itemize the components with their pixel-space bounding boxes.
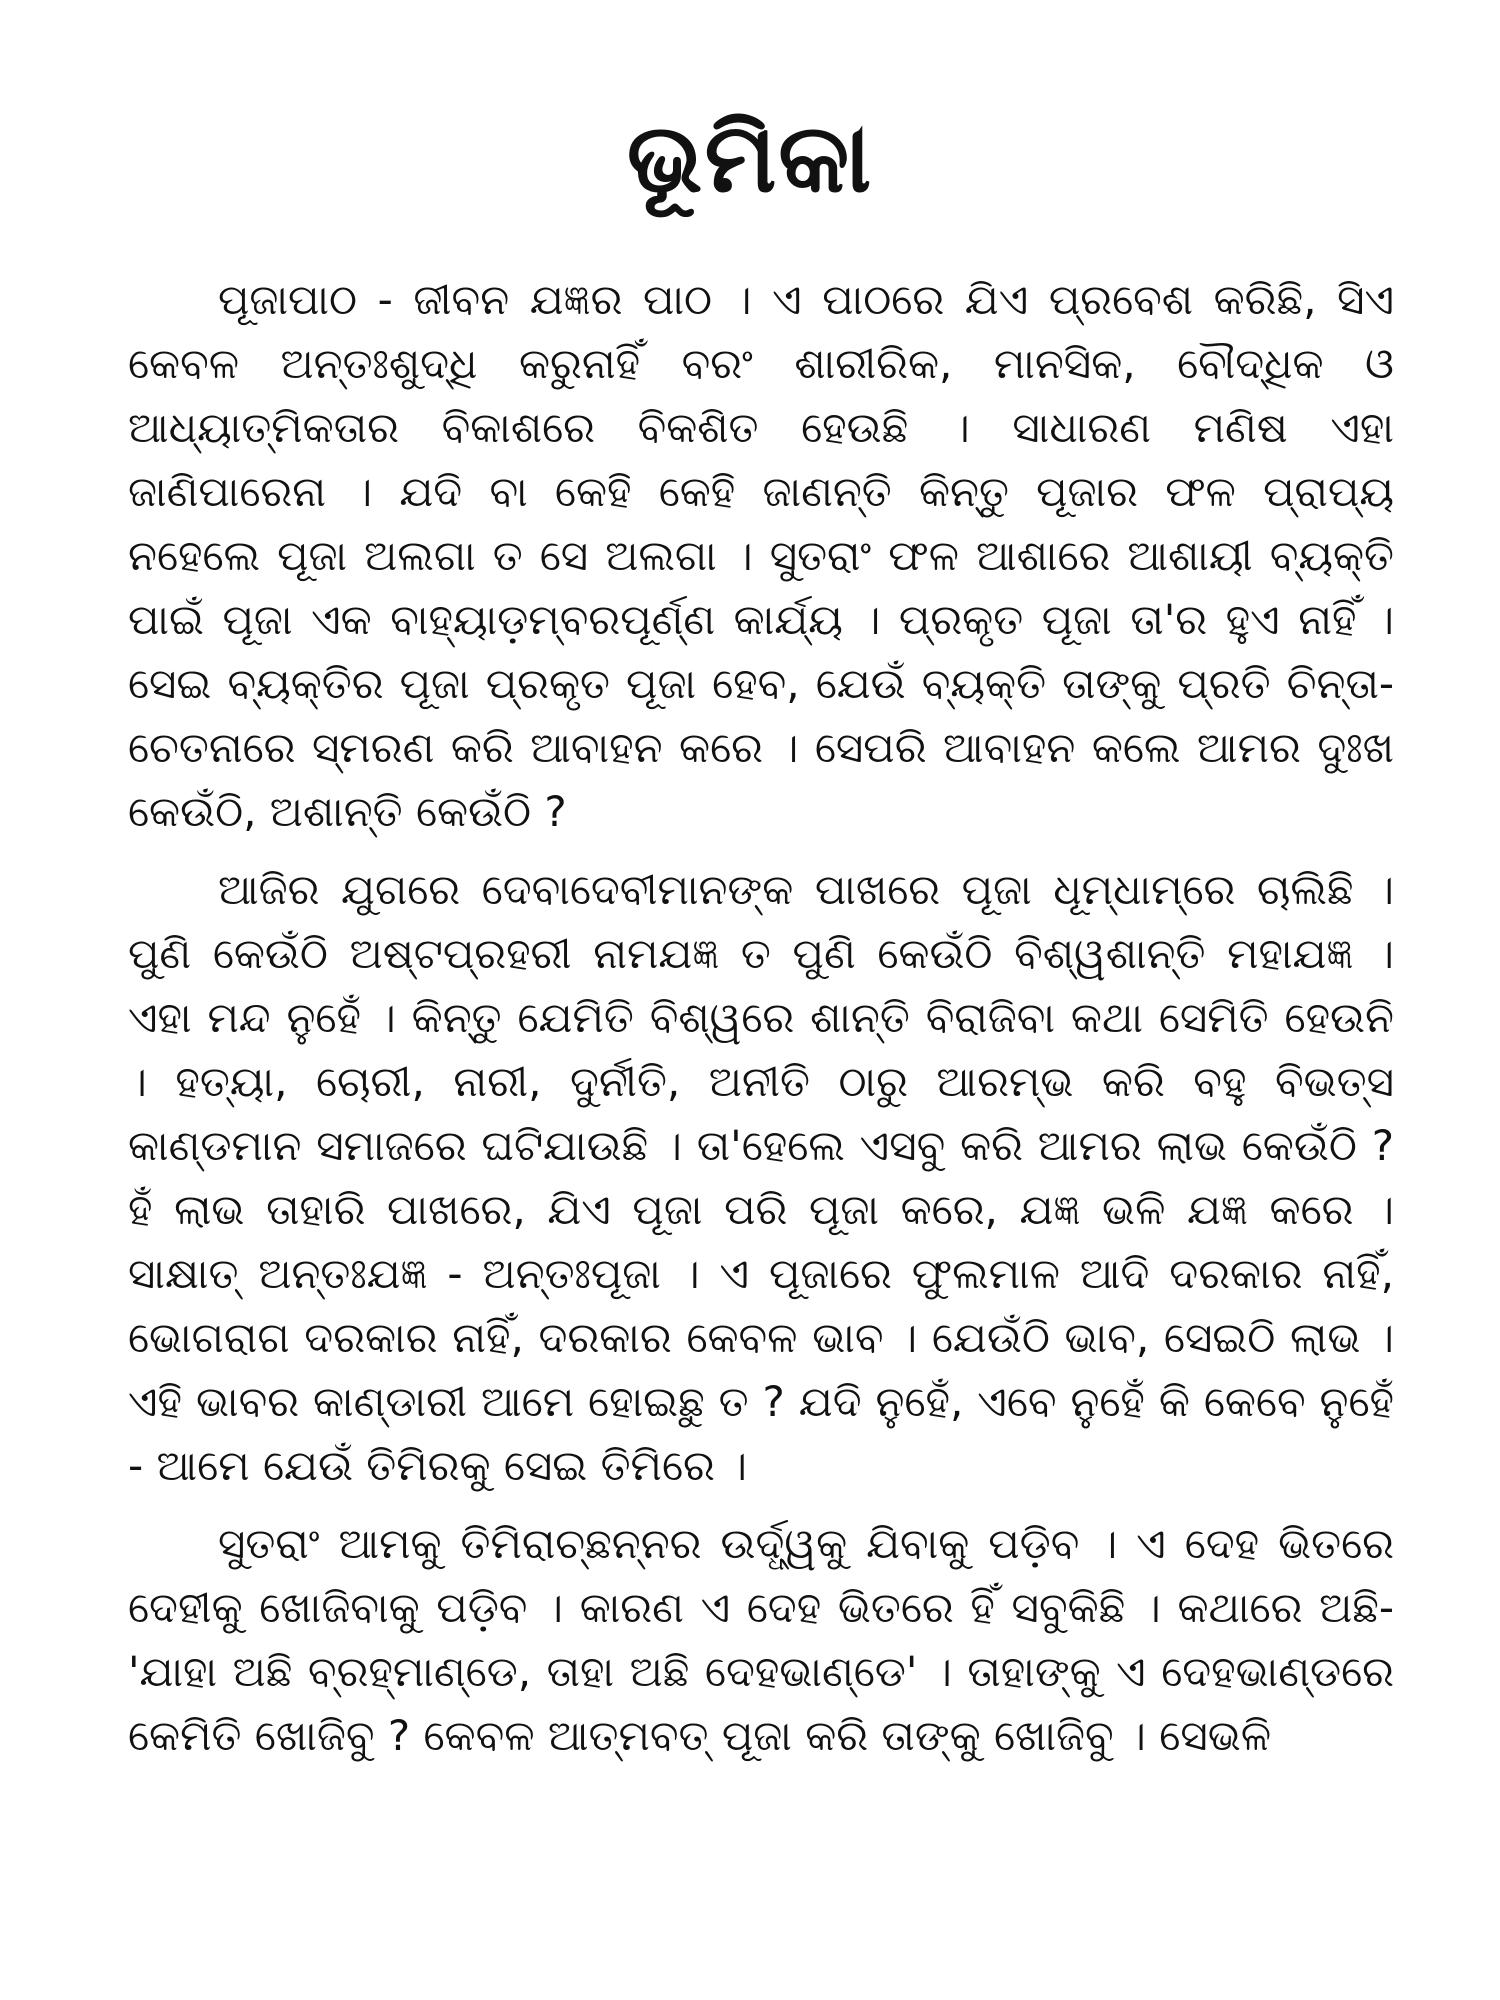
paragraph-2: ଆଜିର ଯୁଗରେ ଦେବାଦେବୀମାନଙ୍କ ପାଖରେ ପୂଜା ଧୂମ୍‌ଧାମ୍‌ରେ ଚାଲିଛି । ପୁଣି କେଉଁଠି ଅଷ୍ଟପ୍ରହରୀ ନାମଯଜ୍ଞ ତ ପୁଣି କେଉଁଠି ବିଶ୍ୱଶାନ୍ତି ମହାଯଜ୍ଞ । ଏହା ମନ୍ଦ ନୁହେଁ । କିନ୍ତୁ ଯେମିତି ବିଶ୍ୱରେ ଶାନ୍ତି ବିରାଜିବା କଥା ସେମିତି ହେଉନି । ହତ୍ୟା, ଚୋରୀ, ନାରୀ, ଦୁର୍ନୀତି, ଅନୀତି ଠାରୁ ଆରମ୍ଭ କରି ବହୁ ବିଭତ୍ସ କାଣ୍ଡମାନ ସମାଜରେ ଘଟିଯାଉଛି । ତା'ହେଲେ ଏସବୁ କରି ଆମର ଲାଭ କେଉଁଠି ? ହଁ ଲାଭ ତାହାରି ପାଖରେ, ଯିଏ ପୂଜା ପରି ପୂଜା କରେ, ଯଜ୍ଞ ଭଳି ଯଜ୍ଞ କରେ । ସାକ୍ଷାତ୍ ଅନ୍ତଃଯଜ୍ଞ - ଅନ୍ତଃପୂଜା । ଏ ପୂଜାରେ ଫୁଲମାଳ ଆଦି ଦରକାର ନାହିଁ, ଭୋଗରାଗ ଦରକାର ନାହିଁ, ଦରକାର କେବଳ ଭାବ । ଯେଉଁଠି ଭାବ, ସେଇଠି ଲାଭ । ଏହି ଭାବର କାଣ୍ଡାରୀ ଆମେ ହୋଇଛୁ ତ ? ଯଦି ନୁହେଁ, ଏବେ ନୁହେଁ କି କେବେ ନୁହେଁ - ଆମେ ଯେଉଁ ତିମିରକୁ ସେଇ ତିମିରେ । xyxy=(128,865,1394,1490)
body-text xyxy=(128,268,1394,1768)
paragraph-3: ସୁତରାଂ ଆମକୁ ତିମିରାଚ୍ଛନ୍ନର ଉର୍ଦ୍ଧ୍ୱକୁ ଯିବାକୁ ପଡ଼ିବ । ଏ ଦେହ ଭିତରେ ଦେହୀକୁ ଖୋଜିବାକୁ ପଡ଼ିବ । କାରଣ ଏ ଦେହ ଭିତରେ ହିଁ ସବୁକିଛି । କଥାରେ ଅଛି- 'ଯାହା ଅଛି ବ୍ରହ୍ମାଣ୍ଡେ, ତାହା ଅଛି ଦେହଭାଣ୍ଡେ' । ତାହାଙ୍କୁ ଏ ଦେହଭାଣ୍ଡରେ କେମିତି ଖୋଜିବୁ ? କେବଳ ଆତ୍ମବତ୍ ପୂଜା କରି ତାଙ୍କୁ ଖୋଜିବୁ । ସେଭଳି xyxy=(128,1519,1394,1760)
paragraph-1: ପୂଜାପାଠ - ଜୀବନ ଯଜ୍ଞର ପାଠ । ଏ ପାଠରେ ଯିଏ ପ୍ରବେଶ କରିଛି, ସିଏ କେବଳ ଅନ୍ତଃଶୁଦ୍ଧି କରୁନାହିଁ ବରଂ ଶାରୀରିକ, ମାନସିକ, ବୌଦ୍ଧିକ ଓ ଆଧ୍ୟାତ୍ମିକତାର ବିକାଶରେ ବିକଶିତ ହେଉଛି । ସାଧାରଣ ମଣିଷ ଏହା ଜାଣିପାରେନା । ଯଦି ବା କେହି କେହି ଜାଣନ୍ତି କିନ୍ତୁ ପୂଜାର ଫଳ ପ୍ରାପ୍ୟ ନହେଲେ ପୂଜା ଅଲଗା ତ ସେ ଅଲଗା । ସୁତରାଂ ଫଳ ଆଶାରେ ଆଶାୟୀ ବ୍ୟକ୍ତି ପାଇଁ ପୂଜା ଏକ ବାହ୍ୟାଡ଼ମ୍ବରପୂର୍ଣ୍ଣ କାର୍ଯ୍ୟ । ପ୍ରକୃତ ପୂଜା ତା'ର ହୁଏ ନାହିଁ । ସେଇ ବ୍ୟକ୍ତିର ପୂଜା ପ୍ରକୃତ ପୂଜା ହେବ, ଯେଉଁ ବ୍ୟକ୍ତି ତାଙ୍କୁ ପ୍ରତି ଚିନ୍ତା-ଚେତନାରେ ସ୍ମରଣ କରି ଆବାହନ କରେ । ସେପରି ଆବାହନ କଲେ ଆମର ଦୁଃଖ କେଉଁଠି, ଅଶାନ୍ତି କେଉଁଠି ? xyxy=(128,275,1394,836)
page-title: ଭୂମିକା xyxy=(626,102,874,214)
